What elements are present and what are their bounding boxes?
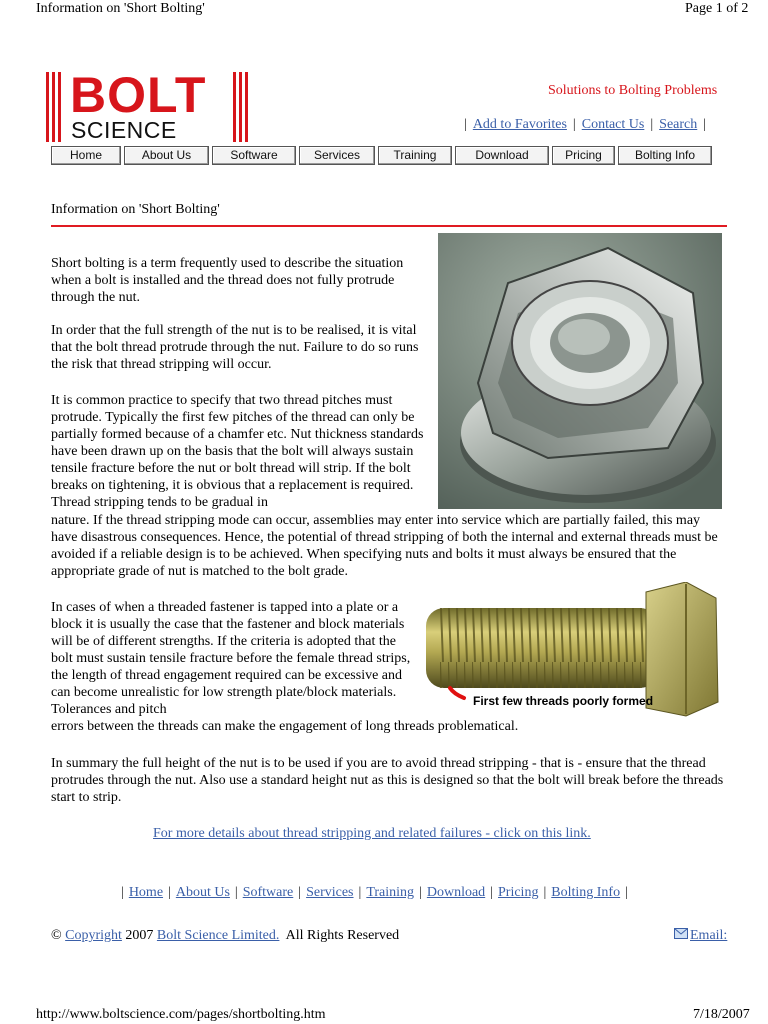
- red-divider: [51, 225, 727, 227]
- bolt-thread-photo: [424, 582, 722, 718]
- tagline: Solutions to Bolting Problems: [548, 83, 718, 98]
- footer-link-about-us[interactable]: About Us: [175, 885, 230, 900]
- email-link[interactable]: [674, 928, 727, 944]
- paragraph-3a: It is common practice to specify that two thread pitches must protrude. Typically the first few pitches of the thread can only be partially formed because of a chamfer etc. Nut thickness standards have been drawn up on the basis that the bolt will always sustain tensile fracture before the nut or bolt thread will strip. If the bolt breaks on tightening, it is obvious that a replacement is required. Thread stripping tends to be gradual in: [51, 393, 424, 510]
- print-footer-url: http://www.boltscience.com/pages/shortbolting.htm: [36, 1007, 326, 1022]
- footer-link-software[interactable]: Software: [242, 885, 294, 900]
- top-links: | Add to Favorites | Contact Us | Search |: [464, 117, 707, 132]
- copyright-symbol: ©: [51, 928, 62, 943]
- tab-training[interactable]: Training: [378, 146, 452, 165]
- envelope-icon: [674, 928, 688, 944]
- thread-stripping-details-link[interactable]: For more details about thread stripping and related failures - click on this link.: [153, 826, 591, 841]
- footer-link-download[interactable]: Download: [426, 885, 486, 900]
- copyright-year: 2007: [125, 928, 154, 943]
- tab-software[interactable]: Software: [212, 146, 296, 165]
- rights-text: All Rights Reserved: [285, 928, 400, 943]
- copyright-line: [51, 928, 399, 944]
- paragraph-4b: errors between the threads can make the engagement of long threads problematical.: [51, 719, 519, 734]
- footer-link-pricing[interactable]: Pricing: [498, 885, 539, 900]
- company-link[interactable]: Bolt Science Limited.: [156, 928, 280, 943]
- logo-science-text: SCIENCE: [71, 117, 177, 143]
- footer-link-services[interactable]: Services: [306, 885, 354, 900]
- tab-services[interactable]: Services: [299, 146, 375, 165]
- contact-us-link[interactable]: Contact Us: [581, 117, 645, 132]
- section-title: Information on 'Short Bolting': [51, 202, 220, 217]
- copyright-link[interactable]: Copyright: [65, 928, 122, 943]
- tab-about-us[interactable]: About Us: [124, 146, 209, 165]
- search-link[interactable]: Search: [659, 117, 698, 132]
- print-footer-date: 7/18/2007: [693, 1007, 750, 1022]
- bolt-callout-label: First few threads poorly formed: [473, 694, 654, 708]
- email-label[interactable]: Email:: [690, 928, 728, 944]
- add-to-favorites-link[interactable]: Add to Favorites: [472, 117, 567, 132]
- tab-home[interactable]: Home: [51, 146, 121, 165]
- footer-link-home[interactable]: Home: [128, 885, 164, 900]
- print-header-title: Information on 'Short Bolting': [36, 1, 205, 16]
- paragraph-2: In order that the full strength of the nut is to be realised, it is vital that the bolt thread protrude through the nut. Failure to do so runs the risk that thread stripping will occur.: [51, 323, 419, 372]
- tab-download[interactable]: Download: [455, 146, 549, 165]
- paragraph-4a: In cases of when a threaded fastener is tapped into a plate or a block it is usually the case that the fastener and block materials will be of different strengths. If the criteria is adopted that the bolt must sustain tensile fracture before the female thread strips, the length of thread engagement required can be excessive and can become unrealistic for low strength plate/block materials. Tolerances and pitch: [51, 600, 411, 717]
- print-header-page: Page 1 of 2: [685, 1, 749, 16]
- tab-pricing[interactable]: Pricing: [552, 146, 615, 165]
- bolt-science-logo[interactable]: [46, 67, 254, 144]
- paragraph-5: In summary the full height of the nut is to be used if you are to avoid thread stripping - that is - ensure that the thread protrudes through the nut. Also use a standard height nut as this is designed so that the bolt will break before the threads start to strip.: [51, 756, 724, 805]
- footer-nav: | Home | About Us | Software | Services | Training | Download | Pricing | Bolting Info |: [121, 885, 628, 900]
- flange-nut-photo: [438, 233, 722, 509]
- footer-link-bolting-info[interactable]: Bolting Info: [551, 885, 621, 900]
- paragraph-3b: nature. If the thread stripping mode can occur, assemblies may enter into service which are partially failed, this may have disastrous consequences. Hence, the potential of thread stripping of both the internal and external threads must be avoided if a reliable design is to be achieved. When specifying nuts and bolts it must always be ensured that the appropriate grade of nut is matched to the bolt grade.: [51, 513, 718, 579]
- footer-link-training[interactable]: Training: [366, 885, 415, 900]
- paragraph-1: Short bolting is a term frequently used to describe the situation when a bolt is installed and the thread does not fully protrude through the nut.: [51, 256, 404, 305]
- tab-bolting-info[interactable]: Bolting Info: [618, 146, 712, 165]
- logo-bolt-text: BOLT: [70, 67, 207, 123]
